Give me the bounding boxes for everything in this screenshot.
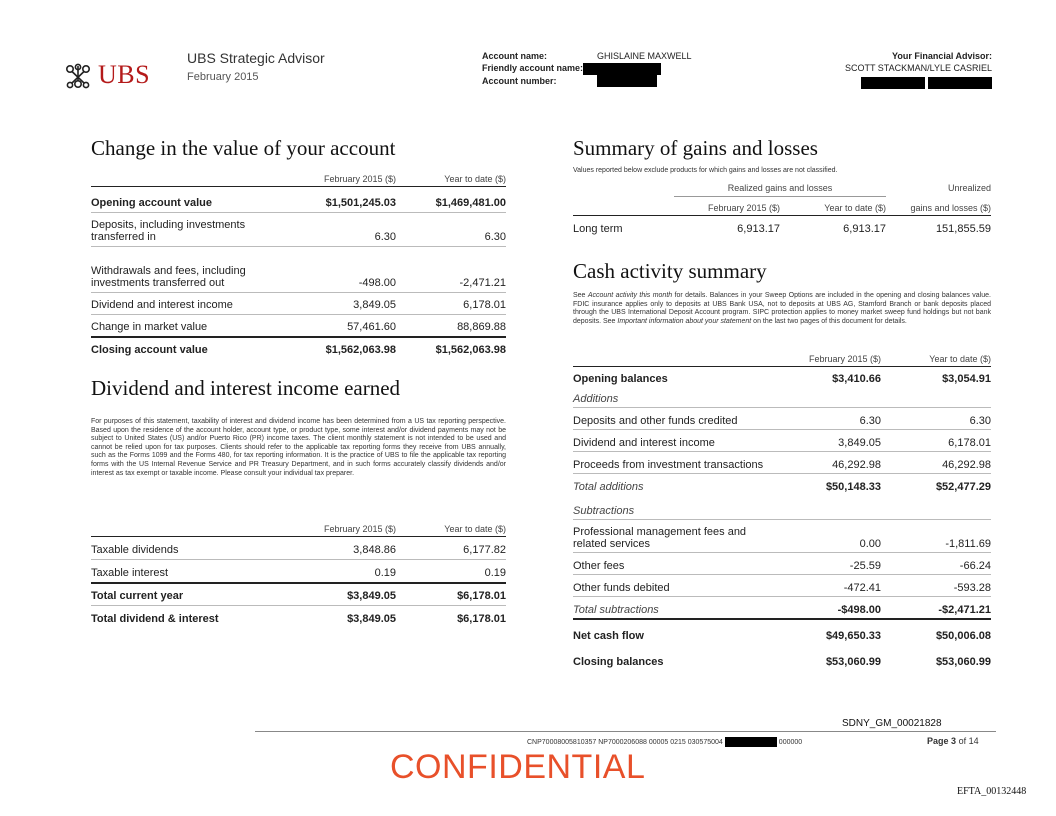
cash-note: See Account activity this month for details. Balances in your Sweep Options are included in the opening and closing balances value. FDIC insurance applies only to deposits at UBS Bank USA, not to deposits at UBS AG, Stamford Branch or bank deposits placed through the UBS International Deposit Account program. SIPC protection applies to money market sweep fund holdings but not bank deposits. See Important information about your statement on the last two pages of this document for details. <box>573 292 991 325</box>
col-header: Year to date ($) <box>444 524 506 534</box>
confidential-watermark: CONFIDENTIAL <box>390 748 646 786</box>
page-number: Page 3 of 14 <box>927 736 979 746</box>
dividend-disclaimer: For purposes of this statement, taxability of interest and dividend income has been determined from a US tax reporting perspective. Based upon the residence of the account holder, account type, or product type, some interest and/or dividend payments may not be subject to United States (US) and/or Puerto Rico (PR) income taxes. The client monthly statement is not intended to be used and cannot be relied upon for tax purposes. Clients should refer to the applicable tax reporting forms they receive from UBS annually, such as the Forms 1099 and the Forms 480, for tax reporting information. It is the practice of UBS to file the applicable tax reporting forms with the US Internal Revenue Service and PR Treasury Department, and in such forms accurately classify dividends and/or interest as tax exempt or taxable income. Please consult your individual tax preparer. <box>91 418 506 477</box>
col-header: February 2015 ($) <box>323 174 396 184</box>
cash-title: Cash activity summary <box>573 259 767 283</box>
table-row: Total current year $3,849.05 $6,178.01 <box>91 584 506 606</box>
col-header: February 2015 ($) <box>323 524 396 534</box>
brand-name: UBS <box>98 60 151 89</box>
table-row: Taxable interest 0.19 0.19 <box>91 560 506 584</box>
table-row: Deposits and other funds credited 6.30 6.30 <box>573 408 991 430</box>
col-header: Year to date ($) <box>824 203 886 213</box>
cash-table <box>573 350 991 670</box>
account-number-label: Account number: <box>482 75 557 86</box>
footer-divider <box>255 731 996 732</box>
table-row: Other fees -25.59 -66.24 <box>573 553 991 575</box>
table-row: Total additions $50,148.33 $52,477.29 <box>573 481 991 493</box>
unrealized-header: Unrealized <box>947 183 991 193</box>
table-row: Long term 6,913.17 6,913.17 151,855.59 <box>573 223 991 235</box>
table-row: Closing balances $53,060.99 $53,060.99 <box>573 656 991 668</box>
table-row: Other funds debited -472.41 -593.28 <box>573 575 991 597</box>
product-name: UBS Strategic Advisor <box>187 50 325 66</box>
dividend-title: Dividend and interest income earned <box>91 376 401 400</box>
advisor-name: SCOTT STACKMAN/LYLE CASRIEL <box>844 63 992 73</box>
redaction-box <box>583 63 661 75</box>
col-header: gains and losses ($) <box>910 203 991 213</box>
friendly-name-label: Friendly account name: <box>482 63 584 73</box>
section-label: Additions <box>573 386 991 408</box>
advisor-label: Your Financial Advisor: <box>891 51 992 61</box>
bates-stamp: SDNY_GM_00021828 <box>842 718 942 729</box>
keys-icon <box>62 62 94 92</box>
change-title: Change in the value of your account <box>91 136 396 160</box>
redaction-box <box>928 77 992 89</box>
document-code: CNP70008005810357 NP7000206088 00005 0215 030575004 000000 <box>527 738 803 746</box>
table-row: Net cash flow $49,650.33 $50,006.08 <box>573 630 991 642</box>
redaction-box <box>597 75 657 87</box>
table-row: Opening account value $1,501,245.03 $1,469,481.00 <box>91 187 506 213</box>
col-header: February 2015 ($) <box>808 354 881 364</box>
table-row: Change in market value 57,461.60 88,869.88 <box>91 315 506 338</box>
statement-period: February 2015 <box>187 71 259 83</box>
section-label: Subtractions <box>573 495 991 520</box>
col-header: Year to date ($) <box>929 354 991 364</box>
dividend-table <box>91 520 506 628</box>
table-row: Closing account value $1,562,063.98 $1,562,063.98 <box>91 344 506 356</box>
table-row: Deposits, including investments transferred in 6.30 6.30 <box>91 213 506 247</box>
advisor-info <box>845 50 992 92</box>
account-name: GHISLAINE MAXWELL <box>597 51 692 61</box>
table-row: Withdrawals and fees, including investments transferred out -498.00 -2,471.21 <box>91 247 506 293</box>
table-row: Dividend and interest income 3,849.05 6,178.01 <box>91 293 506 315</box>
table-row: Professional management fees and related services 0.00 -1,811.69 <box>573 520 991 553</box>
account-name-label: Account name: <box>482 51 548 61</box>
redaction-box <box>725 737 777 747</box>
table-row: Proceeds from investment transactions 46,292.98 46,292.98 <box>573 452 991 474</box>
col-header: Year to date ($) <box>444 174 506 184</box>
redaction-box <box>861 77 925 89</box>
realized-header: Realized gains and losses <box>674 183 886 197</box>
col-header: February 2015 ($) <box>707 203 780 213</box>
gains-note: Values reported below exclude products for which gains and losses are not classified. <box>573 167 838 174</box>
ubs-logo <box>62 60 162 96</box>
table-row: Taxable dividends 3,848.86 6,177.82 <box>91 537 506 560</box>
gains-table <box>573 183 991 236</box>
gains-title: Summary of gains and losses <box>573 136 818 160</box>
account-info <box>482 50 692 87</box>
table-row: Opening balances $3,410.66 $3,054.91 <box>573 373 991 385</box>
table-row: Dividend and interest income 3,849.05 6,178.01 <box>573 430 991 452</box>
efta-stamp: EFTA_00132448 <box>957 786 1027 797</box>
table-row: Total subtractions -$498.00 -$2,471.21 <box>573 597 991 620</box>
table-row: Total dividend & interest $3,849.05 $6,178.01 <box>91 613 506 625</box>
change-table <box>91 170 506 359</box>
